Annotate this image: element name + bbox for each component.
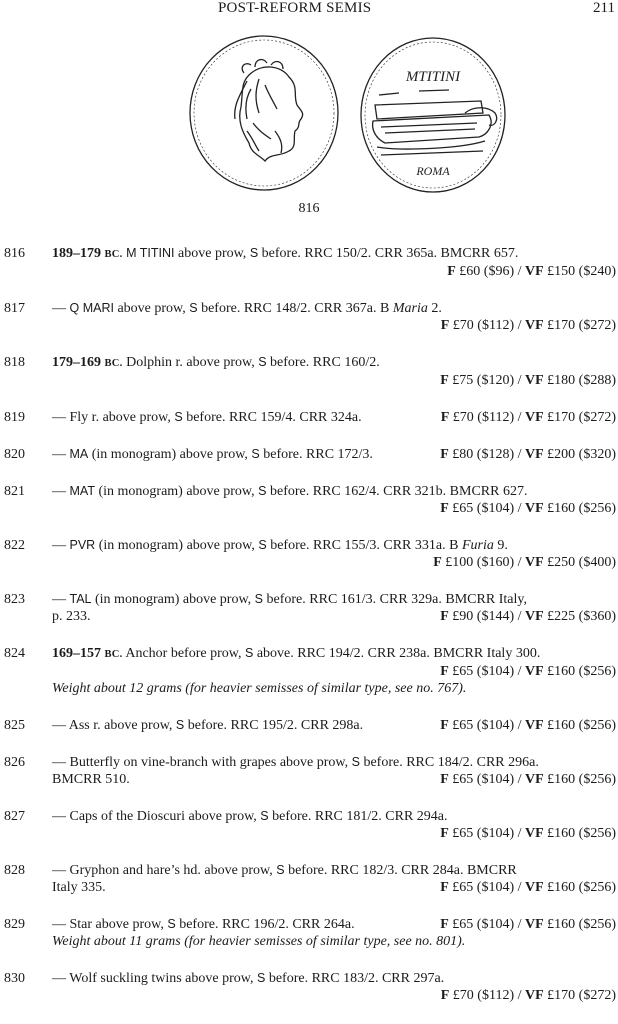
mark-s: S — [175, 718, 185, 732]
entry-number: 823 — [4, 592, 25, 607]
entry-number: 817 — [4, 301, 25, 316]
entry-number: 820 — [4, 447, 25, 462]
entry-description: — Caps of the Dioscuri above prow, S before. RRC 181/2. CRR 294a. — [52, 809, 448, 824]
mark-s: S — [249, 246, 259, 260]
coin-figure — [189, 35, 509, 195]
catalogue-entry — [0, 862, 618, 896]
entry-description: 169–157 BC. Anchor before prow, S above. RRC 194/2. CRR 238a. BMCRR Italy 300. — [52, 646, 541, 661]
entry-description: — Gryphon and hare’s hd. above prow, S before. RRC 182/3. CRR 284a. BMCRR — [52, 863, 517, 878]
catalogue-entry — [0, 970, 618, 1004]
entry-number: 824 — [4, 646, 25, 661]
entry-number: 829 — [4, 917, 25, 932]
page-number: 211 — [593, 0, 615, 16]
running-header — [0, 0, 618, 22]
legend: TAL — [69, 592, 92, 606]
catalogue-entry — [0, 483, 618, 517]
coin-obverse — [190, 36, 338, 190]
mark-s: S — [351, 755, 360, 769]
entry-description-cont: p. 233. — [52, 609, 91, 624]
entry-number: 828 — [4, 863, 25, 878]
catalogue-entry — [0, 537, 618, 571]
entry-price: F £65 ($104) / VF £160 ($256) — [440, 772, 616, 787]
mark-s: S — [256, 971, 266, 985]
legend: Q MARI — [69, 301, 114, 315]
entry-price: F £65 ($104) / VF £160 ($256) — [440, 501, 616, 516]
mark-s: S — [189, 301, 198, 315]
entry-price: F £70 ($112) / VF £170 ($272) — [440, 410, 616, 425]
catalogue-entry — [0, 245, 618, 280]
mark-s: S — [258, 538, 267, 552]
entry-line — [52, 771, 616, 788]
family-name: Maria — [392, 301, 428, 316]
entry-description: — Butterfly on vine-branch with grapes above prow, S before. RRC 184/2. CRR 296a. — [52, 755, 539, 770]
entry-description: 189–179 BC. M TITINI above prow, S before. RRC 150/2. CRR 365a. BMCRR 657. — [52, 246, 519, 261]
entry-price: F £100 ($160) / VF £250 ($400) — [433, 555, 616, 570]
entry-description: — Wolf suckling twins above prow, S before. RRC 183/2. CRR 297a. — [52, 971, 445, 986]
running-title: POST-REFORM SEMIS — [218, 0, 372, 16]
entry-price: F £65 ($104) / VF £160 ($256) — [440, 826, 616, 841]
entry-line — [52, 409, 616, 426]
mark-s: S — [254, 592, 264, 606]
entry-price: F £60 ($96) / VF £150 ($240) — [447, 264, 616, 279]
coin-illustration — [189, 35, 509, 195]
entry-line — [52, 879, 616, 896]
catalogue-entries — [0, 245, 618, 1024]
entry-price: F £65 ($104) / VF £160 ($256) — [440, 664, 616, 679]
entry-description: — MAT (in monogram) above prow, S before. RRC 162/4. CRR 321b. BMCRR 627. — [52, 484, 528, 499]
entry-description: — Q MARI above prow, S before. RRC 148/2. CRR 367a. B Maria 2. — [52, 301, 442, 316]
entry-description: — Fly r. above prow, S before. RRC 159/4. CRR 324a. — [52, 410, 362, 425]
entry-description-cont: Italy 335. — [52, 880, 106, 895]
entry-price: F £65 ($104) / VF £160 ($256) — [440, 880, 616, 895]
catalogue-entry — [0, 645, 618, 697]
catalogue-entry — [0, 300, 618, 334]
entry-price: F £70 ($112) / VF £170 ($272) — [440, 318, 616, 333]
entry-description: — MA (in monogram) above prow, S before. RRC 172/3. — [52, 447, 373, 462]
entry-line — [52, 446, 616, 463]
entry-number: 818 — [4, 355, 25, 370]
legend: PVR — [69, 538, 96, 552]
entry-number: 821 — [4, 484, 25, 499]
figure-caption: 816 — [298, 201, 320, 216]
entry-note: Weight about 11 grams (for heavier semisses of similar type, see no. 801). — [52, 934, 466, 949]
legend: MA — [69, 447, 89, 461]
family-name: Furia — [461, 538, 494, 553]
catalogue-entry — [0, 591, 618, 625]
mark-s: S — [251, 447, 260, 461]
entry-date: 179–169 — [52, 355, 101, 370]
entry-note: Weight about 12 grams (for heavier semisses of similar type, see no. 767). — [52, 681, 467, 696]
entry-price: F £65 ($104) / VF £160 ($256) — [440, 917, 616, 932]
reverse-legend: MTITINI — [405, 69, 461, 85]
entry-line — [52, 608, 616, 625]
entry-description-cont: BMCRR 510. — [52, 772, 130, 787]
bc-label: BC. — [104, 358, 123, 369]
entry-description: — Star above prow, S before. RRC 196/2. CRR 264a. — [52, 917, 355, 932]
entry-description: — Ass r. above prow, S before. RRC 195/2. CRR 298a. — [52, 718, 364, 733]
mark-s: S — [260, 809, 269, 823]
entry-price: F £80 ($128) / VF £200 ($320) — [440, 447, 616, 462]
entry-number: 816 — [4, 246, 25, 261]
mark-s: S — [174, 410, 183, 424]
bc-label: BC. — [104, 249, 123, 260]
entry-date: 169–157 — [52, 646, 101, 661]
entry-number: 819 — [4, 410, 25, 425]
bc-label: BC. — [104, 649, 123, 660]
catalogue-entry — [0, 808, 618, 842]
legend: M TITINI — [126, 246, 175, 260]
entry-number: 825 — [4, 718, 25, 733]
entry-price: F £75 ($120) / VF £180 ($288) — [440, 373, 616, 388]
mark-s: S — [276, 863, 285, 877]
entry-line — [52, 717, 616, 734]
catalogue-entry — [0, 916, 618, 950]
catalogue-entry — [0, 354, 618, 389]
catalogue-entry — [0, 446, 618, 463]
catalogue-entry — [0, 717, 618, 734]
mark-s: S — [258, 484, 267, 498]
entry-price: F £90 ($144) / VF £225 ($360) — [440, 609, 616, 624]
reverse-exergue: ROMA — [416, 164, 450, 178]
entry-description: — PVR (in monogram) above prow, S before. RRC 155/3. CRR 331a. B Furia 9. — [52, 538, 508, 553]
entry-date: 189–179 — [52, 246, 101, 261]
mark-s: S — [244, 646, 254, 660]
mark-s: S — [167, 917, 176, 931]
entry-line — [52, 916, 616, 933]
entry-description: 179–169 BC. Dolphin r. above prow, S before. RRC 160/2. — [52, 355, 380, 370]
entry-number: 830 — [4, 971, 25, 986]
entry-number: 827 — [4, 809, 25, 824]
entry-number: 826 — [4, 755, 25, 770]
entry-price: F £65 ($104) / VF £160 ($256) — [440, 718, 616, 733]
catalogue-entry — [0, 409, 618, 426]
legend: MAT — [69, 484, 95, 498]
entry-description: — TAL (in monogram) above prow, S before. RRC 161/3. CRR 329a. BMCRR Italy, — [52, 592, 527, 607]
mark-s: S — [258, 355, 267, 369]
entry-price: F £70 ($112) / VF £170 ($272) — [440, 988, 616, 1003]
catalogue-entry — [0, 754, 618, 788]
entry-number: 822 — [4, 538, 25, 553]
